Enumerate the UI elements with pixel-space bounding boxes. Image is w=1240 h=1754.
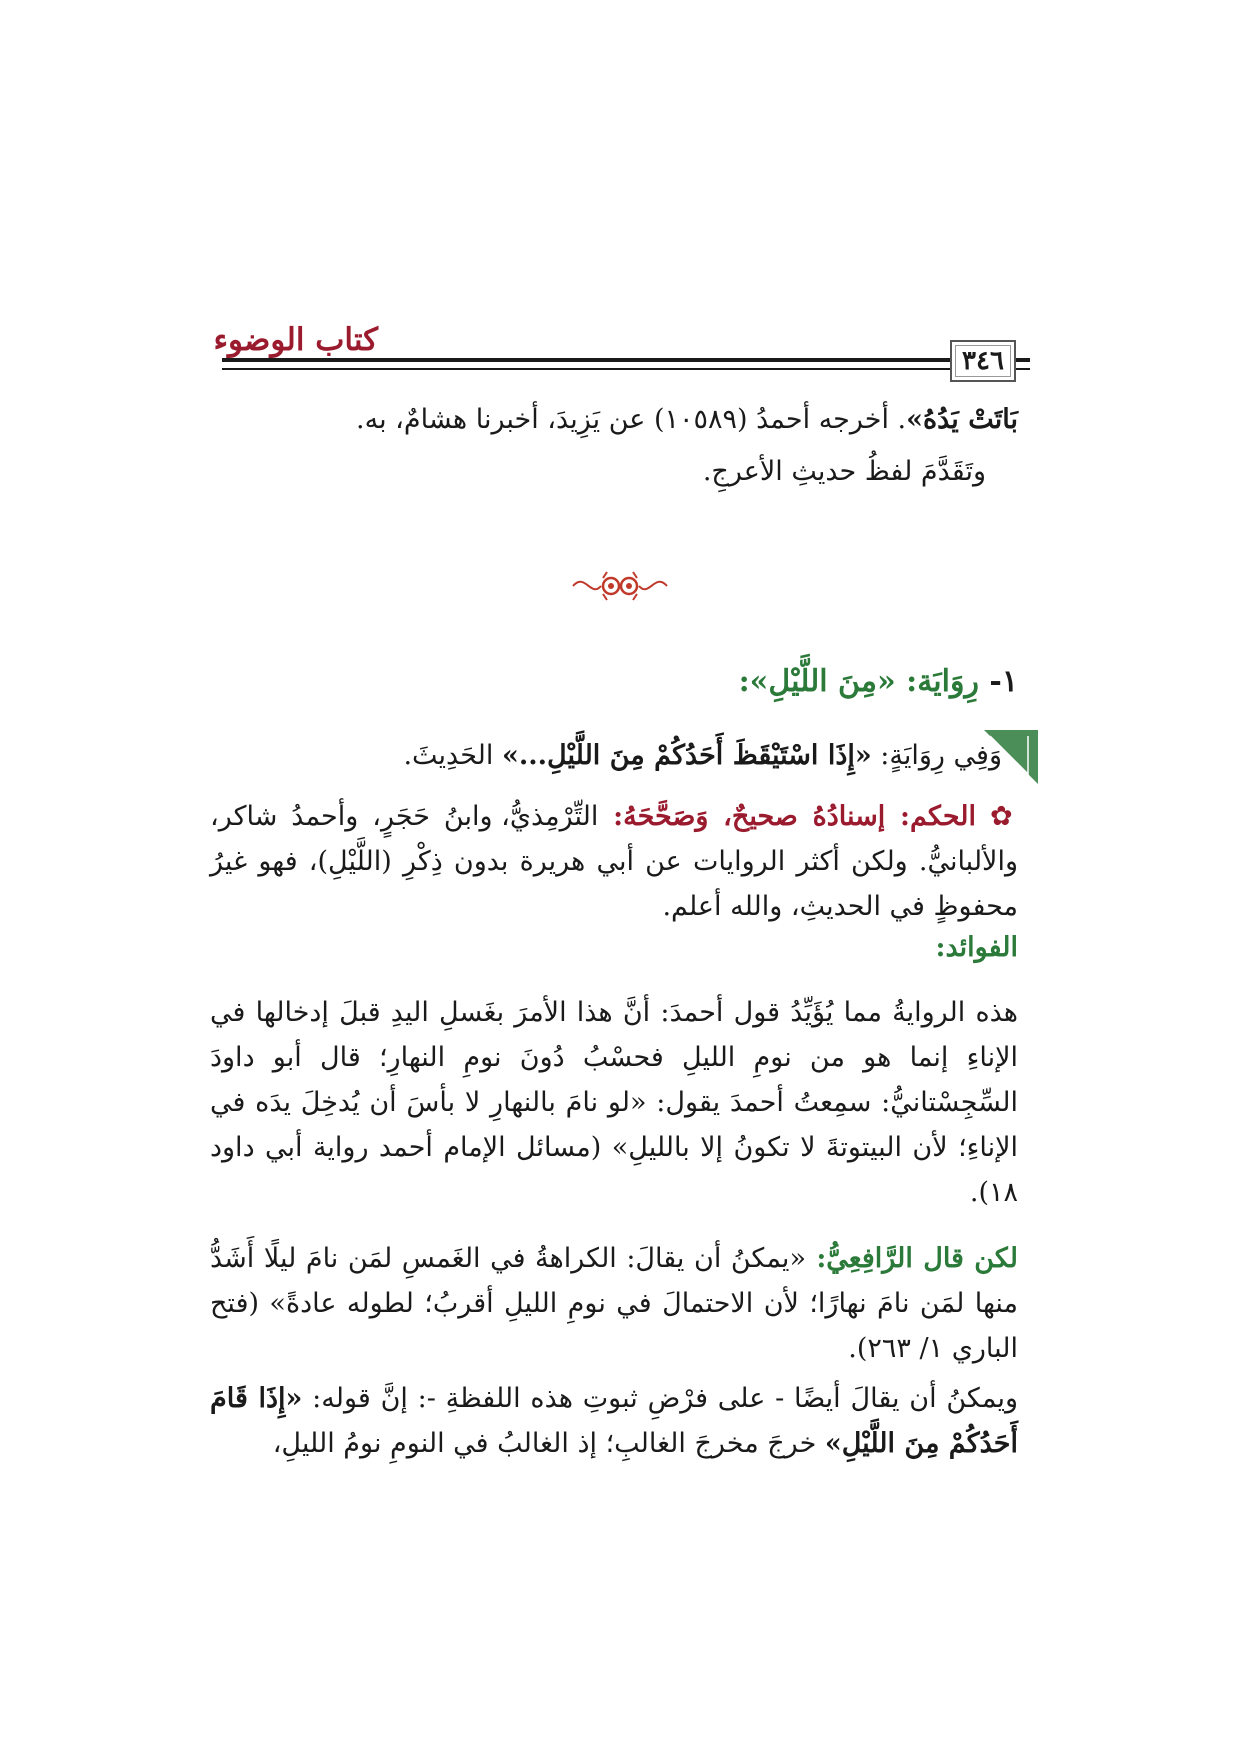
benefits-heading: الفوائد: xyxy=(935,932,1018,963)
para3-end: خرجَ مخرجَ الغالبِ؛ إذ الغالبُ في النومِ نومُ الليلِ، xyxy=(272,1428,825,1459)
section-quote: «مِنَ اللَّيْلِ»: xyxy=(738,664,896,699)
intro-citation: . أخرجه أحمدُ (١٠٥٨٩) عن يَزِيدَ، أخبرنا هشامٌ، به. xyxy=(356,404,907,435)
rafii-quote: «يمكنُ أن يقالَ: الكراهةُ في الغَمسِ لمَن نامَ ليلًا أَشَدُّ منها لمَن نامَ نهارًا؛ لأن الاحتمالَ في نومِ الليلِ أقربُ؛ لطوله عادةً» (فتح الباري ١/ ٢٦٣). xyxy=(210,1243,1018,1364)
ruling-verdict: إسنادُهُ صحيحٌ، وَصَحَّحَهُ: xyxy=(598,801,886,832)
ruling-label: الحكم: xyxy=(885,801,977,832)
ruling-text: التِّرْمِذيُّ، وابنُ حَجَرٍ، وأحمدُ شاكر، والألبانيُّ. ولكن أكثر الروايات عن أبي هريرة بدون ذِكْرِ (اللَّيْلِ)، فهو غيرُ محفوظٍ في الحديثِ، والله أعلم. xyxy=(210,801,1018,922)
intro-line-2: وتَقَدَّمَ لفظُ حديثِ الأعرجِ. xyxy=(702,456,986,487)
narration-prefix: وَفِي رِوَايَةٍ: xyxy=(871,740,1002,771)
intro-line-1 xyxy=(356,400,1018,440)
para3-quote: «إِذَا قَامَ أَحَدُكُمْ مِنَ اللَّيْلِ» xyxy=(210,1383,1018,1459)
page-number: ٣٤٦ xyxy=(962,346,1004,376)
benefits-paragraph-3 xyxy=(210,1376,1018,1466)
rafii-lead: لكن قال الرَّافِعِيُّ: xyxy=(805,1243,1019,1274)
narration-quote: «إِذَا اسْتَيْقَظَ أَحَدُكُمْ مِنَ اللَّيْلِ...» xyxy=(501,740,872,771)
book-title: كتاب الوضوء xyxy=(213,322,378,358)
benefits-paragraph-2 xyxy=(210,1236,1018,1371)
section-number: ١- xyxy=(978,664,1018,699)
section-heading xyxy=(739,664,1018,699)
intro-quote-end: بَاتَتْ يَدُهُ» xyxy=(906,404,1018,435)
section-label: رِوَايَة: xyxy=(895,664,979,699)
header-rule-thick xyxy=(222,358,1030,362)
header-rule-thin xyxy=(222,368,1030,370)
benefits-paragraph-1: هذه الروايةُ مما يُؤَيِّدُ قول أحمدَ: أنَّ هذا الأمرَ بغَسلِ اليدِ قبلَ إدخالها في الإناءِ إنما هو من نومِ الليلِ فحسْبُ دُونَ نومِ النهارِ؛ قال أبو داودَ السِّجِسْتانيُّ: سمِعتُ أحمدَ يقول: «لو نامَ بالنهارِ لا بأسَ أن يُدخِلَ يدَه في الإناءِ؛ لأن البيتوتةَ لا تكونُ إلا بالليلِ» (مسائل الإمام أحمد رواية أبي داود ١٨). xyxy=(210,997,1018,1208)
narration-line xyxy=(403,736,1002,776)
narration-suffix: الحَدِيثَ. xyxy=(403,740,502,771)
para3-start: ويمكنُ أن يقالَ أيضًا - على فرْضِ ثبوتِ هذه اللفظةِ -: إنَّ قوله: xyxy=(302,1383,1019,1414)
page-number-frame xyxy=(950,340,1016,382)
flower-ornament-icon xyxy=(571,568,669,604)
ruling-flower-icon: ✿ xyxy=(976,801,1018,832)
ruling-paragraph xyxy=(210,794,1018,929)
